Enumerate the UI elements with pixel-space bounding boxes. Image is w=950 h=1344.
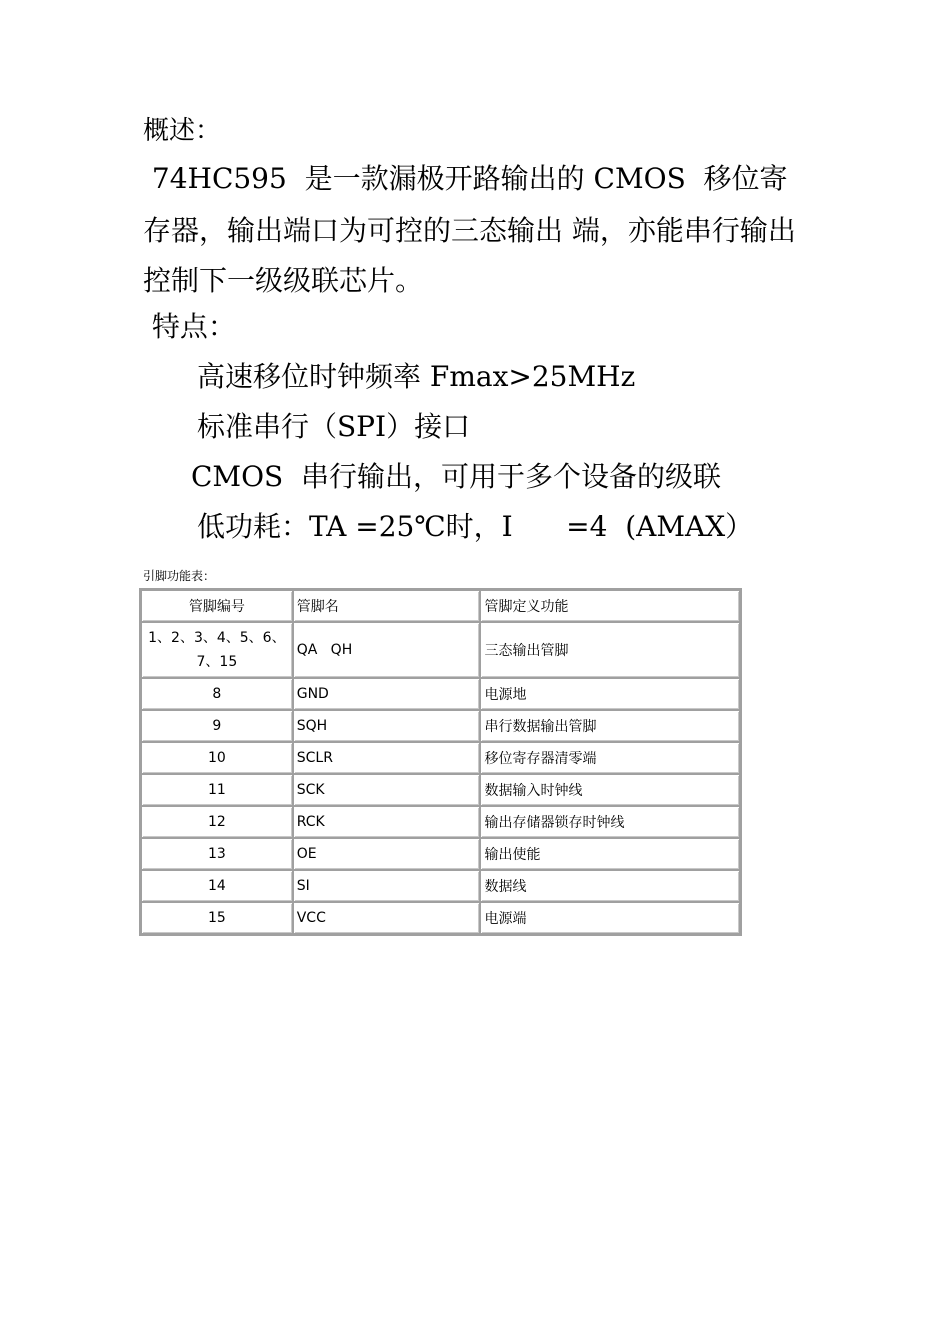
pin-function-table — [139, 588, 742, 936]
pin-number: 15 — [141, 902, 293, 934]
pin-function: 输出使能 — [480, 838, 740, 870]
overview-line-1: 74HC595 是一款漏极开路输出的 CMOS 移位寄 — [143, 162, 788, 195]
pin-number: 11 — [141, 774, 293, 806]
pin-number-line-1: 1、2、3、4、5、6、 — [148, 630, 286, 646]
pin-name: VCC — [293, 902, 481, 934]
pin-table-caption: 引脚功能表： — [143, 569, 216, 583]
pin-number: 10 — [141, 742, 293, 774]
pin-name: SI — [293, 870, 481, 902]
overview-line-2: 存器，输出端口为可控的三态输出 端，亦能串行输出 — [143, 214, 796, 247]
pin-number: 9 — [141, 710, 293, 742]
table-row — [141, 806, 740, 838]
feature-item-cascade: CMOS 串行输出，可用于多个设备的级联 — [191, 460, 722, 493]
pin-name: QA QH — [293, 622, 481, 678]
pin-number: 14 — [141, 870, 293, 902]
feature-item-power: 低功耗：TA =25℃时，I =4 (AMAX） — [197, 510, 754, 543]
table-row — [141, 678, 740, 710]
pin-name: SCK — [293, 774, 481, 806]
pin-function: 移位寄存器清零端 — [480, 742, 740, 774]
pin-name: SCLR — [293, 742, 481, 774]
pin-number: 12 — [141, 806, 293, 838]
table-row — [141, 742, 740, 774]
pin-name: RCK — [293, 806, 481, 838]
pin-number: 8 — [141, 678, 293, 710]
feature-item-spi: 标准串行（SPI）接口 — [197, 410, 471, 443]
pin-function: 数据线 — [480, 870, 740, 902]
overview-heading: 概述： — [143, 116, 222, 146]
table-row — [141, 710, 740, 742]
pin-function: 串行数据输出管脚 — [480, 710, 740, 742]
pin-function: 电源端 — [480, 902, 740, 934]
table-row — [141, 902, 740, 934]
pin-function: 数据输入时钟线 — [480, 774, 740, 806]
pin-number — [141, 622, 293, 678]
pin-function: 输出存储器锁存时钟线 — [480, 806, 740, 838]
header-pin-function: 管脚定义功能 — [480, 590, 740, 622]
pin-number-line-2: 7、15 — [196, 654, 238, 670]
pin-name: SQH — [293, 710, 481, 742]
table-row — [141, 774, 740, 806]
header-pin-name: 管脚名 — [293, 590, 481, 622]
table-row — [141, 838, 740, 870]
overview-line-3: 控制下一级级联芯片。 — [143, 264, 424, 297]
header-pin-number: 管脚编号 — [141, 590, 293, 622]
table-header-row — [141, 590, 740, 622]
pin-number: 13 — [141, 838, 293, 870]
pin-function: 电源地 — [480, 678, 740, 710]
features-heading: 特点： — [143, 310, 236, 343]
feature-item-clock: 高速移位时钟频率 Fmax>25MHz — [197, 360, 636, 393]
table-row — [141, 870, 740, 902]
pin-name: OE — [293, 838, 481, 870]
pin-name: GND — [293, 678, 481, 710]
table-row — [141, 622, 740, 678]
pin-function: 三态输出管脚 — [480, 622, 740, 678]
